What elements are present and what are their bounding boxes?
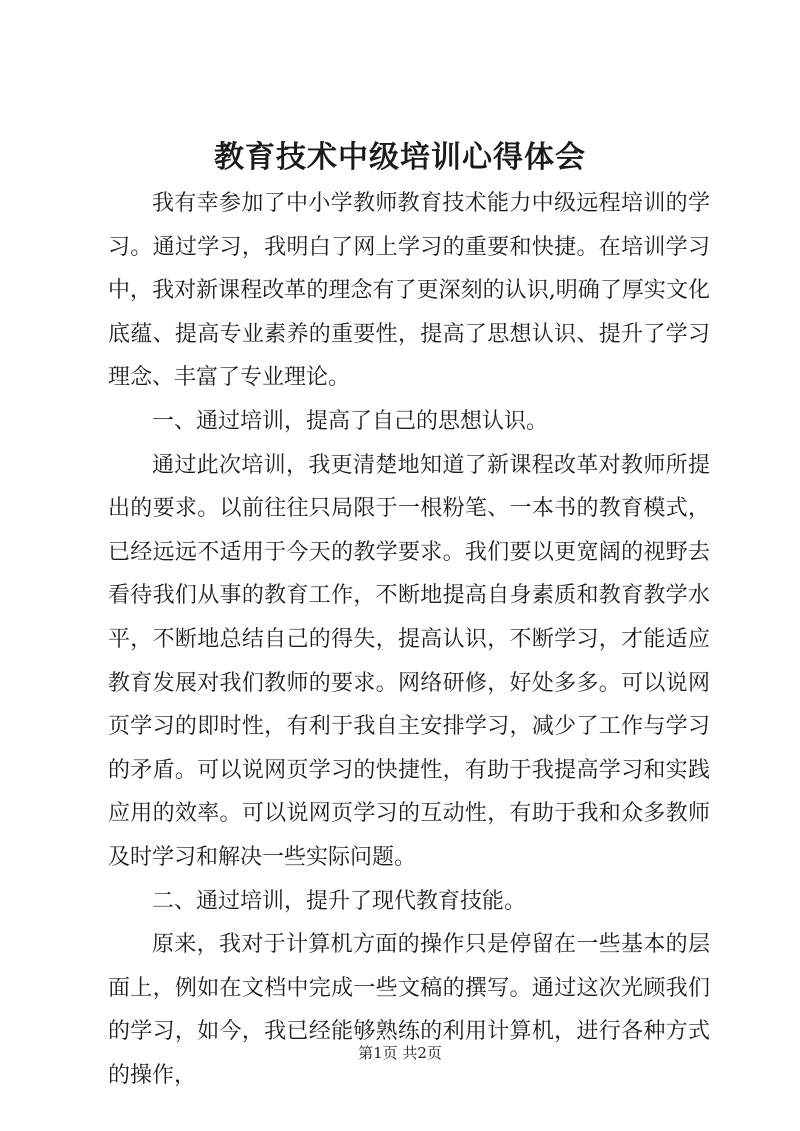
page-footer: 第1页 共2页 xyxy=(358,1044,442,1062)
document-body xyxy=(108,182,710,1097)
paragraph-section-1: 通过此次培训，我更清楚地知道了新课程改革对教师所提出的要求。以前往往只局限于一根粉笔、一本书的教育模式，已经远远不适用于今天的教学要求。我们要以更宽阔的视野去看待我们从事的教育工作，不断地提高自身素质和教育教学水平，不断地总结自己的得失，提高认识，不断学习，才能适应教育发展对我们教师的要求。网络研修，好处多多。可以说网页学习的即时性，有利于我自主安排学习，减少了工作与学习的矛盾。可以说网页学习的快捷性，有助于我提高学习和实践应用的效率。可以说网页学习的互动性，有助于我和众多教师及时学习和解决一些实际问题。 xyxy=(108,452,710,870)
paragraph-section-2: 原来，我对于计算机方面的操作只是停留在一些基本的层面上，例如在文档中完成一些文稿的撰写。通过这次光顾我们的学习，如今，我已经能够熟练的利用计算机，进行各种方式的操作， xyxy=(108,932,710,1088)
section-heading-1: 一、通过培训，提高了自己的思想认识。 xyxy=(152,408,549,434)
section-heading-2: 二、通过培训，提升了现代教育技能。 xyxy=(152,888,527,914)
document-title: 教育技术中级培训心得体会 xyxy=(214,140,586,175)
paragraph-intro: 我有幸参加了中小学教师教育技术能力中级远程培训的学习。通过学习，我明白了网上学习的重要和快捷。在培训学习中，我对新课程改革的理念有了更深刻的认识,明确了厚实文化底蕴、提高专业素养的重要性，提高了思想认识、提升了学习理念、丰富了专业理论。 xyxy=(108,191,710,391)
